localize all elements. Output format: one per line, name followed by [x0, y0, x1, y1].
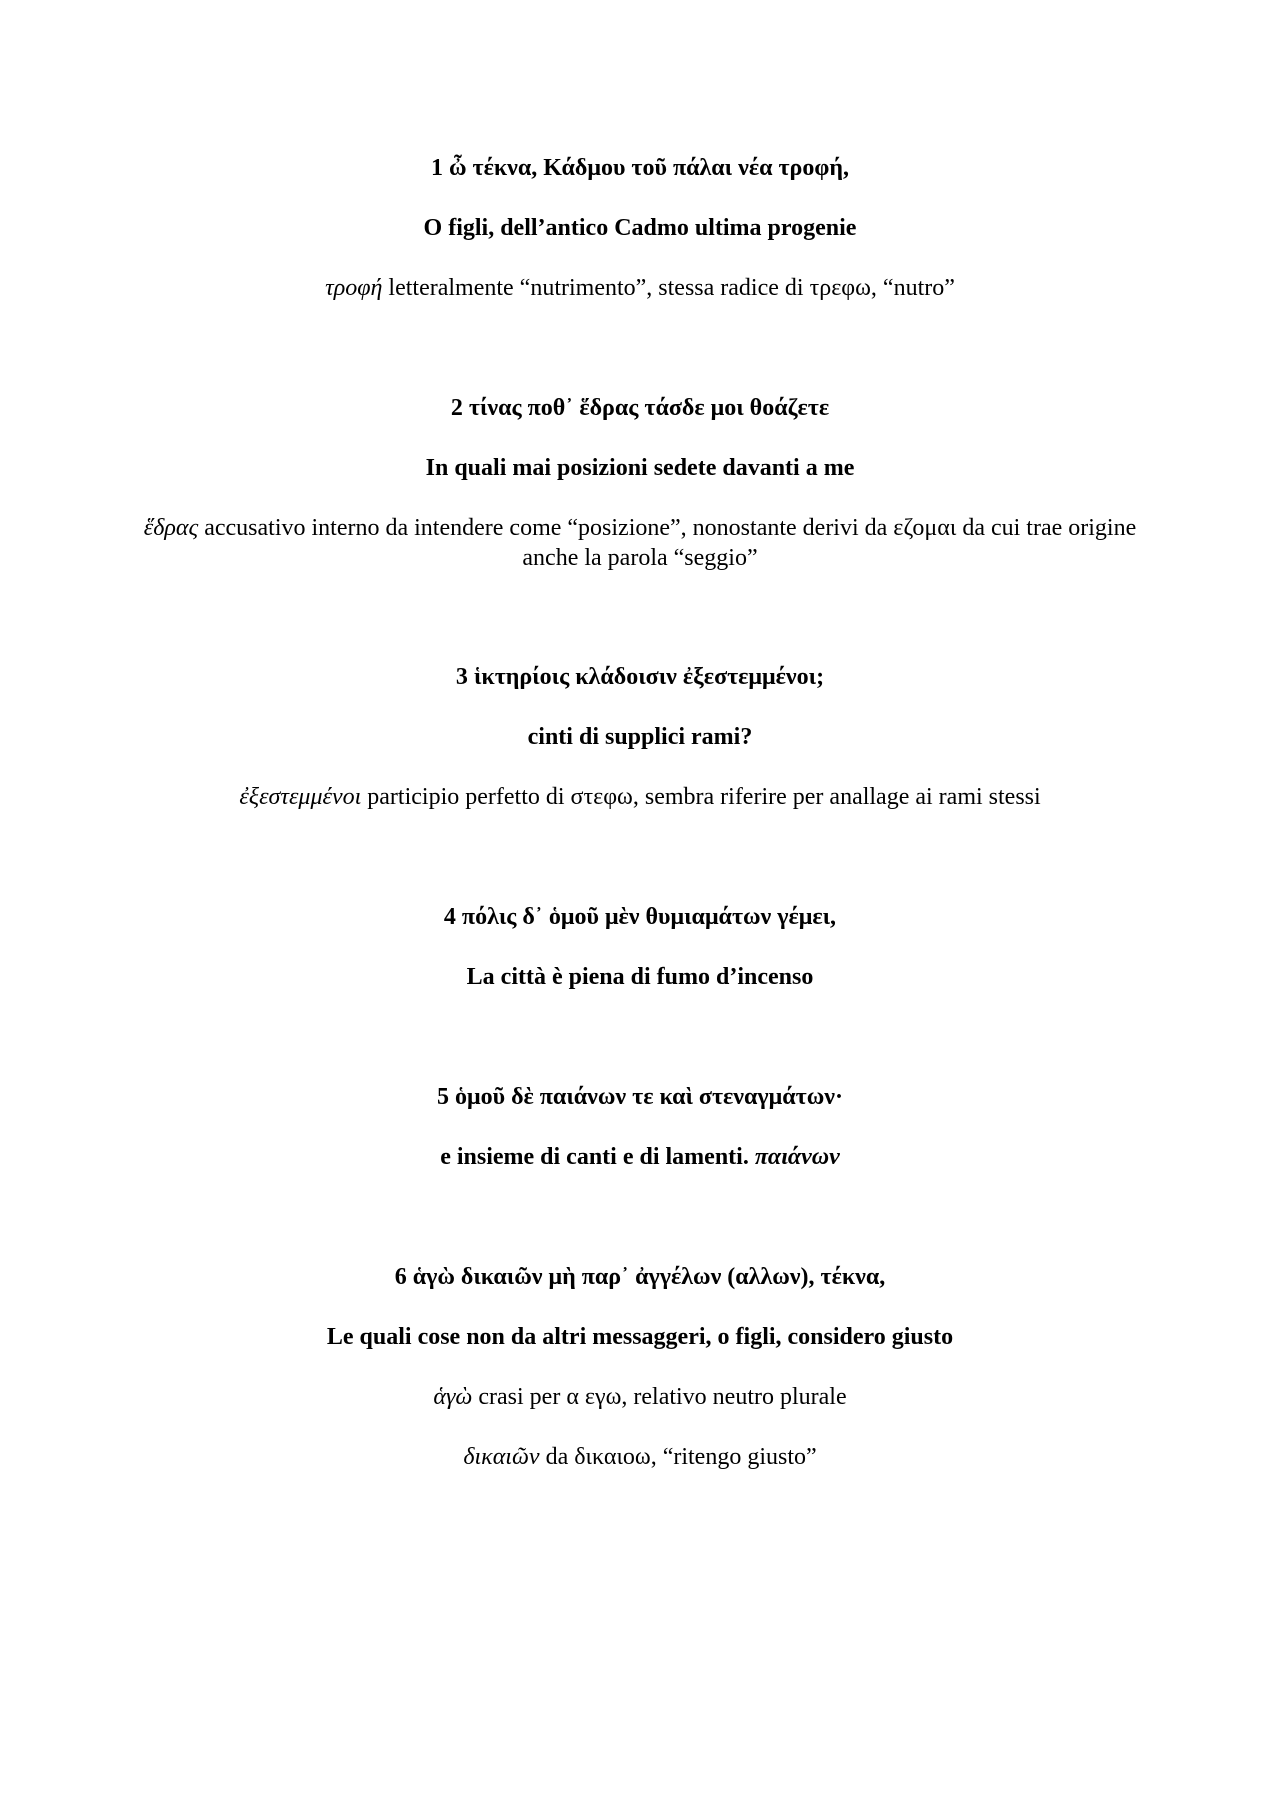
- translation-term: παιάνων: [754, 1144, 840, 1170]
- verse-3-note: [120, 782, 1160, 812]
- translation-text: e insieme di canti e di lamenti.: [440, 1144, 755, 1170]
- verse-3-translation: cinti di supplici rami?: [527, 724, 753, 750]
- note-text: crasi per α εγω, relativo neutro plurale: [472, 1384, 847, 1410]
- note-text: accusativo interno da intendere come “posizione”, nonostante derivi da εζομαι da cui trae origine anche la parola “seggio”: [198, 515, 1137, 571]
- note-term: δικαιῶν: [463, 1444, 540, 1470]
- note-text: participio perfetto di στεφω, sembra riferire per anallage ai rami stessi: [361, 784, 1041, 810]
- verse-5-greek: 5 ὁμοῦ δὲ παιάνων τε καὶ στεναγμάτων·: [437, 1084, 843, 1110]
- verse-3-greek: 3 ἱκτηρίοις κλάδοισιν ἐξεστεμμένοι;: [455, 664, 825, 690]
- verse-6-note-1: [120, 1382, 1160, 1412]
- verse-1-greek: 1 ὦ τέκνα, Κάδμου τοῦ πάλαι νέα τροφή,: [431, 155, 849, 181]
- verse-5-translation: [120, 1142, 1160, 1172]
- verse-6-note-2: [120, 1442, 1160, 1472]
- verse-2-translation: In quali mai posizioni sedete davanti a me: [425, 455, 855, 481]
- note-term: ἁγὼ: [433, 1384, 473, 1410]
- verse-2-greek: 2 τίνας ποθ᾽ ἕδρας τάσδε μοι θοάζετε: [450, 395, 830, 421]
- verse-1-note: [120, 273, 1160, 303]
- verse-6-greek: 6 ἁγὼ δικαιῶν μὴ παρ᾽ ἀγγέλων (αλλων), τέκνα,: [394, 1264, 886, 1290]
- verse-2-note: [120, 513, 1160, 573]
- verse-4-greek: 4 πόλις δ᾽ ὁμοῦ μὲν θυμιαμάτων γέμει,: [443, 904, 837, 930]
- note-term: ἕδρας: [143, 515, 199, 541]
- note-term: ἐξεστεμμένοι: [239, 784, 362, 810]
- note-text: da δικαιοω, “ritengo giusto”: [539, 1444, 817, 1470]
- verse-1-translation: O figli, dell’antico Cadmo ultima progenie: [423, 215, 857, 241]
- note-text: letteralmente “nutrimento”, stessa radice di τρεφω, “nutro”: [382, 275, 955, 301]
- verse-6-translation: Le quali cose non da altri messaggeri, o figli, considero giusto: [326, 1324, 954, 1350]
- note-term: τροφή: [325, 275, 383, 301]
- verse-4-translation: La città è piena di fumo d’incenso: [466, 964, 814, 990]
